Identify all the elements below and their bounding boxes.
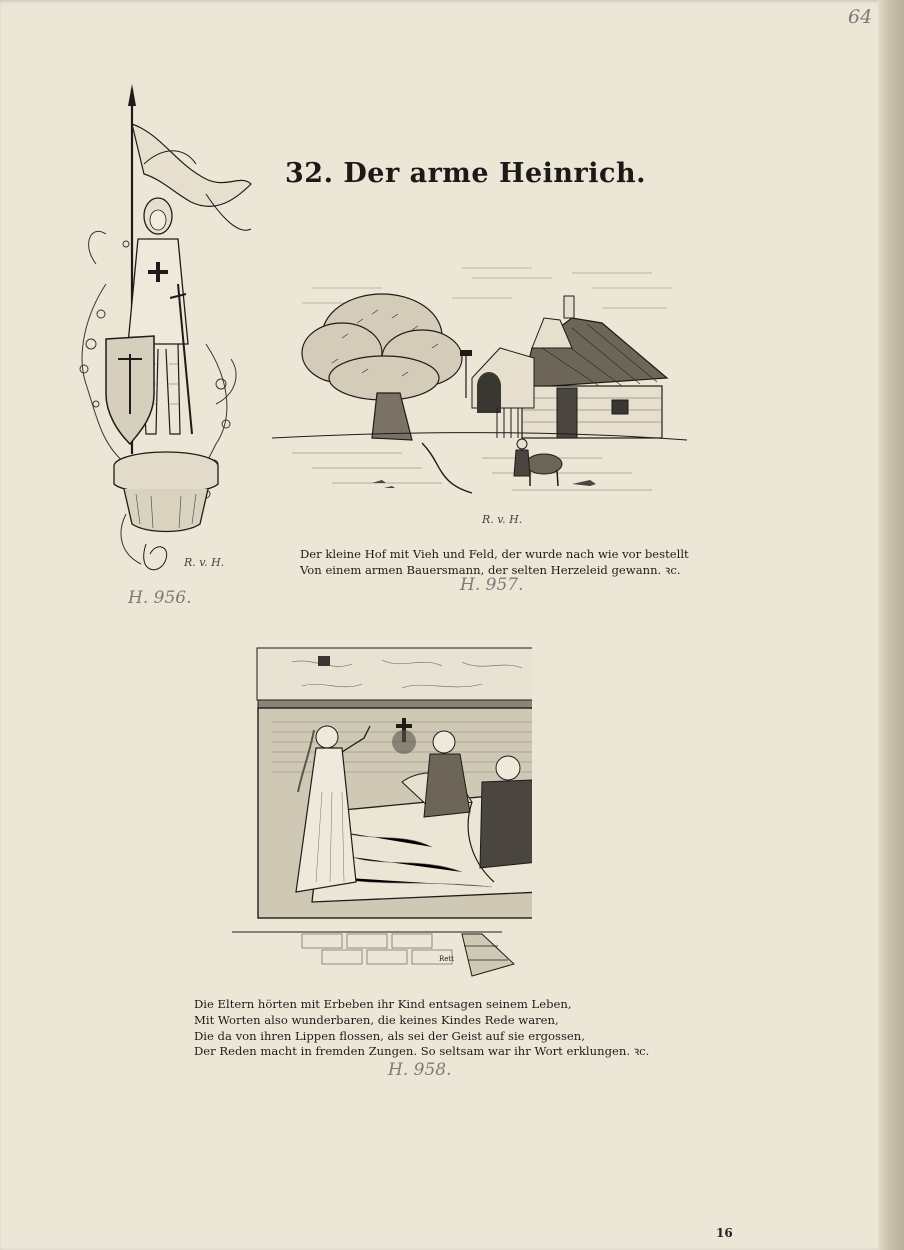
- engraver-mark: Rett: [439, 955, 455, 963]
- caption-line: Mit Worten also wunderbaren, die keines Kindes Rede waren,: [194, 1012, 559, 1027]
- farmer-with-ox: [514, 439, 562, 486]
- page-title: 32. Der arme Heinrich.: [285, 158, 646, 189]
- caption-line: Die Eltern hörten mit Erbeben ihr Kind entsagen seinem Leben,: [194, 997, 572, 1011]
- farm-signature: R. v. H.: [482, 513, 523, 526]
- page-number: 16: [716, 1226, 733, 1240]
- caption-line: Von einem armen Bauersmann, der selten Herzeleid gewann. ꝛc.: [300, 562, 681, 577]
- sheet-number-note: 64: [848, 6, 873, 28]
- knight-illustration: [66, 84, 266, 589]
- caption-line: Der kleine Hof mit Vieh und Feld, der wurde nach wie vor bestellt: [300, 547, 689, 561]
- farm-illustration: [272, 248, 687, 533]
- knight-catalog-note: H. 956.: [128, 588, 192, 608]
- caption-line: Die da von ihren Lippen flossen, als sei der Geist auf sie ergossen,: [194, 1028, 585, 1043]
- binding-edge: [878, 0, 904, 1250]
- farm-catalog-note: H. 957.: [460, 575, 524, 595]
- farm-caption: [300, 547, 689, 579]
- sickroom-caption: [194, 997, 649, 1060]
- caption-line: Der Reden macht in fremden Zungen. So seltsam war ihr Wort erklungen. ꝛc.: [194, 1044, 650, 1059]
- cottage: [460, 296, 667, 438]
- sickroom-illustration: [232, 642, 532, 982]
- sickroom-catalog-note: H. 958.: [388, 1060, 452, 1080]
- oak-tree: [302, 294, 462, 400]
- knight-signature: R. v. H.: [184, 556, 225, 569]
